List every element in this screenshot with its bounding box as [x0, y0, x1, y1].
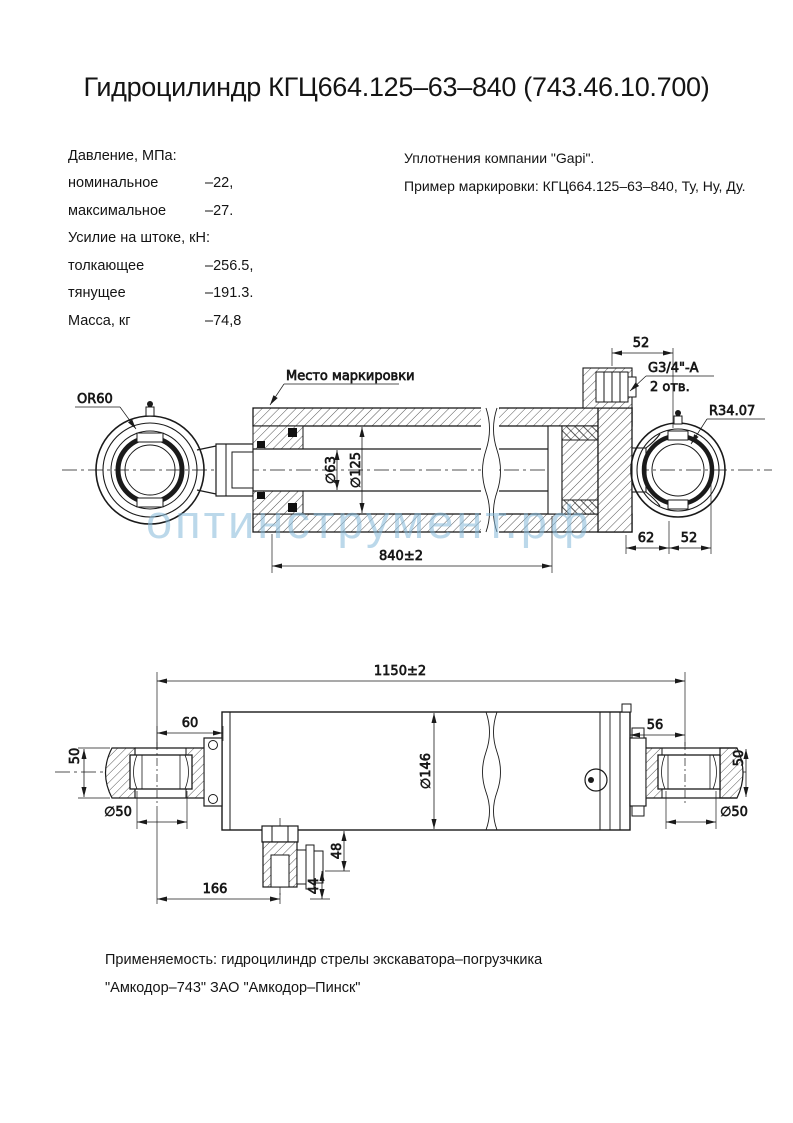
- trunnion-right: [630, 728, 743, 816]
- notes-block: [404, 144, 774, 200]
- specs-block: [68, 142, 348, 335]
- radius-label: R34.07: [709, 404, 756, 419]
- dim-50-left: 50: [68, 747, 83, 765]
- port-holes-label: 2 отв.: [650, 380, 690, 395]
- note-marking: Пример маркировки: КГЦ664.125–63–840, Ту, Ну, Ду.: [404, 178, 746, 194]
- trunnion-left: [106, 738, 223, 806]
- cylinder-head: [598, 408, 632, 532]
- site-watermark: оптинструмент.рф: [146, 495, 592, 548]
- note-seals: Уплотнения компании "Gapi".: [404, 150, 595, 166]
- dim-52-right: 52: [680, 531, 698, 546]
- dim-166: 166: [202, 882, 228, 897]
- dia-50-right-label: ∅50: [720, 805, 748, 820]
- spec-row-push: толкающее –256.5,: [68, 257, 254, 274]
- technical-drawing: [0, 330, 793, 930]
- grease-nipple-icon: [146, 407, 154, 416]
- drawing-title: Гидроцилиндр КГЦ664.125–63–840 (743.46.10.700): [83, 72, 710, 102]
- dim-62: 62: [637, 531, 655, 546]
- dim-52-top: 52: [632, 336, 650, 351]
- spec-row-max: максимальное –27.: [68, 202, 234, 219]
- dia-63-label: ∅63: [324, 456, 339, 484]
- spec-row-mass: Масса, кг –74,8: [68, 312, 242, 329]
- specs-header-pressure: Давление, МПа:: [68, 147, 177, 164]
- grease-nipple-icon: [674, 416, 682, 424]
- dia-125-label: ∅125: [349, 451, 364, 489]
- dim-60: 60: [181, 716, 199, 731]
- application-line1: Применяемость: гидроцилиндр стрелы экскаватора–погрузчкика: [105, 952, 543, 968]
- application-note: [105, 946, 542, 1002]
- dim-56: 56: [646, 718, 664, 733]
- spec-row-pull: тянущее –191.3.: [68, 285, 254, 302]
- or60-label: OR60: [77, 392, 113, 407]
- dim-840: 840±2: [379, 549, 423, 564]
- view-plan: [55, 664, 748, 904]
- marking-place-label: Место маркировки: [286, 369, 415, 384]
- specs-header-force: Усилие на штоке, кН:: [68, 230, 210, 247]
- dim-50-right: 50: [732, 749, 747, 767]
- dim-1150: 1150±2: [373, 664, 427, 679]
- dim-44: 44: [307, 877, 322, 895]
- dia-50-left-label: ∅50: [104, 805, 132, 820]
- dia-146-label: ∅146: [419, 752, 434, 790]
- application-line2: "Амкодор–743" ЗАО "Амкодор–Пинск": [105, 980, 361, 996]
- port-thread-label: G3/4"-А: [648, 361, 699, 376]
- dim-48: 48: [330, 842, 345, 860]
- spec-row-nominal: номинальное –22,: [68, 175, 234, 192]
